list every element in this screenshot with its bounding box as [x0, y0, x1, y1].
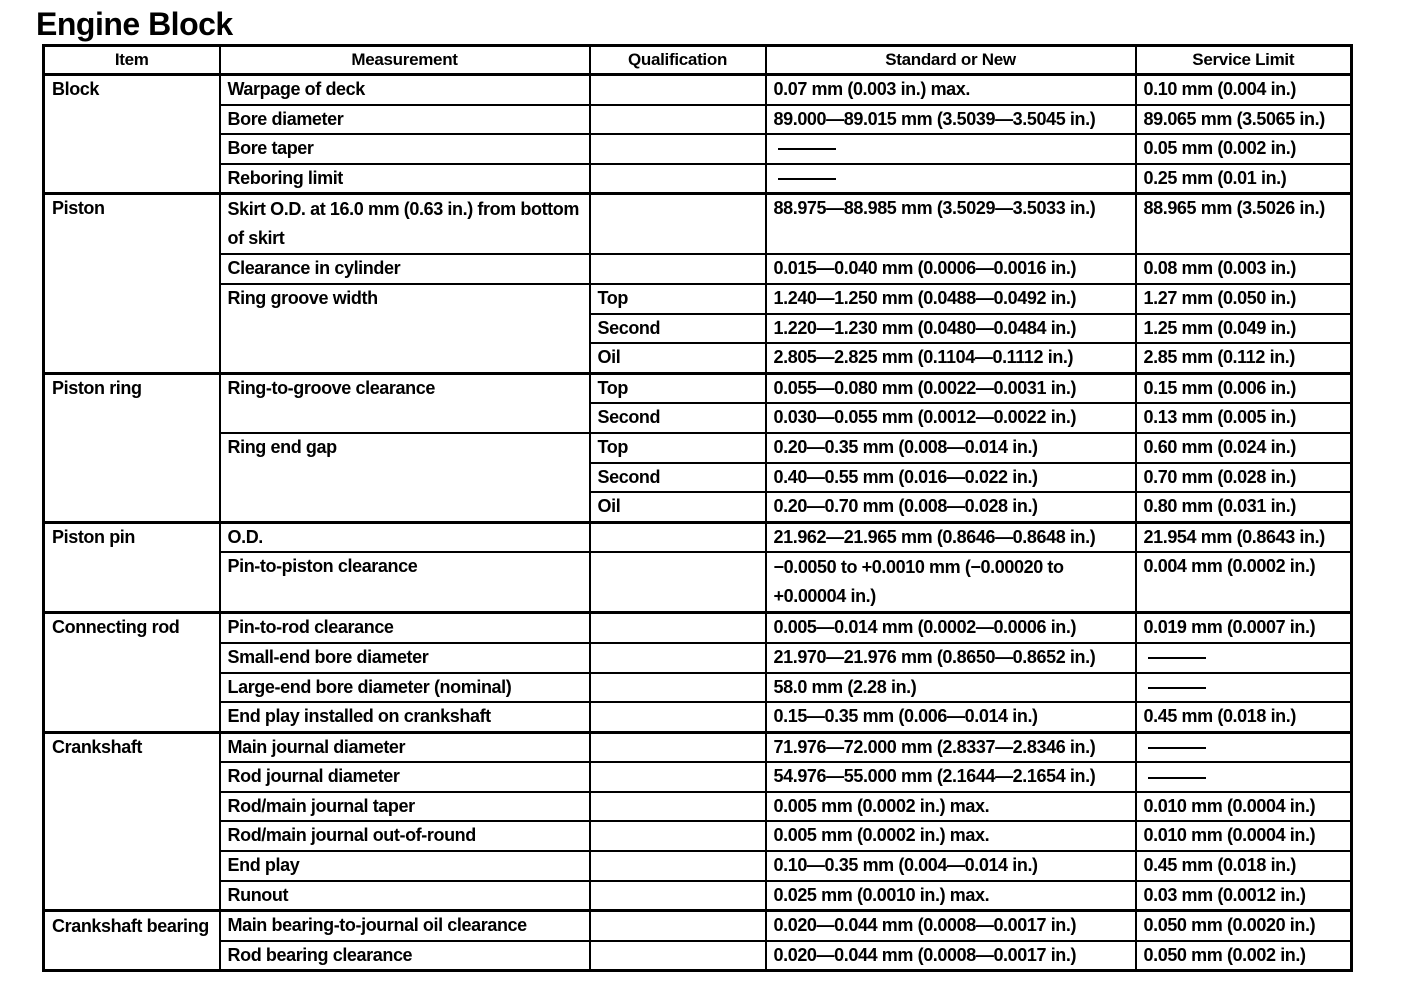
- qualification-cell: Oil: [590, 343, 766, 373]
- qualification-cell: [590, 911, 766, 941]
- measurement-cell: Reboring limit: [220, 164, 590, 194]
- standard-cell: 0.020—0.044 mm (0.0008—0.0017 in.): [766, 941, 1136, 971]
- qualification-cell: [590, 732, 766, 762]
- item-cell: Block: [44, 75, 220, 194]
- qualification-cell: [590, 702, 766, 732]
- standard-cell: 88.975—88.985 mm (3.5029—3.5033 in.): [766, 194, 1136, 255]
- table-row: [44, 613, 1352, 643]
- measurement-cell: Large-end bore diameter (nominal): [220, 673, 590, 703]
- group-crankshaft: [44, 732, 1352, 911]
- not-applicable-dash: [778, 148, 836, 150]
- item-cell: Crankshaft bearing: [44, 911, 220, 971]
- limit-cell: [1136, 673, 1352, 703]
- measurement-cell: Main bearing-to-journal oil clearance: [220, 911, 590, 941]
- qualification-cell: Oil: [590, 492, 766, 522]
- measurement-cell: Warpage of deck: [220, 75, 590, 105]
- standard-cell: 0.005 mm (0.0002 in.) max.: [766, 821, 1136, 851]
- table-row: [44, 284, 1352, 314]
- item-cell: Crankshaft: [44, 732, 220, 911]
- table-row: [44, 911, 1352, 941]
- standard-cell: 21.970—21.976 mm (0.8650—0.8652 in.): [766, 643, 1136, 673]
- standard-cell: [766, 134, 1136, 164]
- limit-cell: [1136, 762, 1352, 792]
- standard-cell: 0.015—0.040 mm (0.0006—0.0016 in.): [766, 254, 1136, 284]
- measurement-cell: Ring-to-groove clearance: [220, 373, 590, 433]
- measurement-cell: Rod/main journal taper: [220, 792, 590, 822]
- qualification-cell: Top: [590, 284, 766, 314]
- measurement-cell: Small-end bore diameter: [220, 643, 590, 673]
- limit-cell: 0.45 mm (0.018 in.): [1136, 851, 1352, 881]
- not-applicable-dash: [778, 178, 836, 180]
- item-cell: Piston ring: [44, 373, 220, 522]
- measurement-cell: Bore taper: [220, 134, 590, 164]
- limit-cell: 1.27 mm (0.050 in.): [1136, 284, 1352, 314]
- limit-cell: 0.60 mm (0.024 in.): [1136, 433, 1352, 463]
- limit-cell: 0.08 mm (0.003 in.): [1136, 254, 1352, 284]
- qualification-cell: [590, 821, 766, 851]
- item-cell: Piston: [44, 194, 220, 373]
- column-header-item: Item: [44, 46, 220, 75]
- standard-cell: 2.805—2.825 mm (0.1104—0.1112 in.): [766, 343, 1136, 373]
- qualification-cell: [590, 75, 766, 105]
- limit-cell: [1136, 732, 1352, 762]
- standard-cell: 0.005—0.014 mm (0.0002—0.0006 in.): [766, 613, 1136, 643]
- item-cell: Connecting rod: [44, 613, 220, 732]
- standard-cell: 1.240—1.250 mm (0.0488—0.0492 in.): [766, 284, 1136, 314]
- measurement-cell: Ring groove width: [220, 284, 590, 373]
- table-row: [44, 792, 1352, 822]
- limit-cell: 0.03 mm (0.0012 in.): [1136, 881, 1352, 911]
- table-row: [44, 373, 1352, 403]
- table-row: [44, 702, 1352, 732]
- limit-cell: 0.10 mm (0.004 in.): [1136, 75, 1352, 105]
- limit-cell: 1.25 mm (0.049 in.): [1136, 314, 1352, 344]
- standard-cell: 54.976—55.000 mm (2.1644—2.1654 in.): [766, 762, 1136, 792]
- qualification-cell: Second: [590, 403, 766, 433]
- limit-cell: 0.050 mm (0.0020 in.): [1136, 911, 1352, 941]
- group-connecting-rod: [44, 613, 1352, 732]
- table-row: [44, 821, 1352, 851]
- limit-cell: [1136, 643, 1352, 673]
- column-header-service-limit: Service Limit: [1136, 46, 1352, 75]
- group-block: [44, 75, 1352, 194]
- not-applicable-dash: [1148, 687, 1206, 689]
- table-row: [44, 194, 1352, 255]
- measurement-cell: Runout: [220, 881, 590, 911]
- not-applicable-dash: [1148, 657, 1206, 659]
- qualification-cell: [590, 613, 766, 643]
- standard-cell: 89.000—89.015 mm (3.5039—3.5045 in.): [766, 105, 1136, 135]
- measurement-cell: Rod/main journal out-of-round: [220, 821, 590, 851]
- group-crankshaft-bearing: [44, 911, 1352, 971]
- limit-cell: 0.05 mm (0.002 in.): [1136, 134, 1352, 164]
- standard-cell: 0.020—0.044 mm (0.0008—0.0017 in.): [766, 911, 1136, 941]
- table-row: [44, 941, 1352, 971]
- limit-cell: 89.065 mm (3.5065 in.): [1136, 105, 1352, 135]
- qualification-cell: [590, 552, 766, 613]
- group-piston: [44, 194, 1352, 373]
- standard-cell: 0.055—0.080 mm (0.0022—0.0031 in.): [766, 373, 1136, 403]
- limit-cell: 88.965 mm (3.5026 in.): [1136, 194, 1352, 255]
- measurement-cell: Bore diameter: [220, 105, 590, 135]
- limit-cell: 0.010 mm (0.0004 in.): [1136, 821, 1352, 851]
- measurement-cell: Skirt O.D. at 16.0 mm (0.63 in.) from bottom of skirt: [220, 194, 590, 255]
- table-row: [44, 673, 1352, 703]
- qualification-cell: [590, 673, 766, 703]
- table-row: [44, 164, 1352, 194]
- measurement-cell: Rod bearing clearance: [220, 941, 590, 971]
- qualification-cell: [590, 792, 766, 822]
- limit-cell: 0.70 mm (0.028 in.): [1136, 463, 1352, 493]
- group-piston-pin: [44, 522, 1352, 613]
- qualification-cell: [590, 164, 766, 194]
- table-row: [44, 851, 1352, 881]
- limit-cell: 0.15 mm (0.006 in.): [1136, 373, 1352, 403]
- column-header-measurement: Measurement: [220, 46, 590, 75]
- table-row: [44, 762, 1352, 792]
- table-row: [44, 522, 1352, 552]
- qualification-cell: Second: [590, 463, 766, 493]
- measurement-cell: End play: [220, 851, 590, 881]
- table-row: [44, 552, 1352, 613]
- standard-cell: 0.15—0.35 mm (0.006—0.014 in.): [766, 702, 1136, 732]
- spec-table: [42, 44, 1353, 972]
- measurement-cell: End play installed on crankshaft: [220, 702, 590, 732]
- qualification-cell: [590, 941, 766, 971]
- standard-cell: 58.0 mm (2.28 in.): [766, 673, 1136, 703]
- limit-cell: 2.85 mm (0.112 in.): [1136, 343, 1352, 373]
- standard-cell: 1.220—1.230 mm (0.0480—0.0484 in.): [766, 314, 1136, 344]
- qualification-cell: Top: [590, 433, 766, 463]
- measurement-cell: Ring end gap: [220, 433, 590, 522]
- standard-cell: 21.962—21.965 mm (0.8646—0.8648 in.): [766, 522, 1136, 552]
- header-row: [44, 46, 1352, 75]
- table-row: [44, 732, 1352, 762]
- limit-cell: 0.13 mm (0.005 in.): [1136, 403, 1352, 433]
- qualification-cell: [590, 762, 766, 792]
- measurement-cell: O.D.: [220, 522, 590, 552]
- qualification-cell: [590, 134, 766, 164]
- limit-cell: 0.050 mm (0.002 in.): [1136, 941, 1352, 971]
- qualification-cell: [590, 881, 766, 911]
- table-row: [44, 134, 1352, 164]
- measurement-cell: Pin-to-rod clearance: [220, 613, 590, 643]
- measurement-cell: Pin-to-piston clearance: [220, 552, 590, 613]
- limit-cell: 0.010 mm (0.0004 in.): [1136, 792, 1352, 822]
- qualification-cell: [590, 851, 766, 881]
- table-row: [44, 254, 1352, 284]
- qualification-cell: [590, 194, 766, 255]
- standard-cell: 0.20—0.70 mm (0.008—0.028 in.): [766, 492, 1136, 522]
- table-row: [44, 881, 1352, 911]
- table-row: [44, 105, 1352, 135]
- limit-cell: 0.004 mm (0.0002 in.): [1136, 552, 1352, 613]
- measurement-cell: Clearance in cylinder: [220, 254, 590, 284]
- item-cell: Piston pin: [44, 522, 220, 613]
- measurement-cell: Rod journal diameter: [220, 762, 590, 792]
- qualification-cell: Top: [590, 373, 766, 403]
- limit-cell: 0.80 mm (0.031 in.): [1136, 492, 1352, 522]
- column-header-qualification: Qualification: [590, 46, 766, 75]
- qualification-cell: [590, 105, 766, 135]
- table-row: [44, 643, 1352, 673]
- standard-cell: 0.40—0.55 mm (0.016—0.022 in.): [766, 463, 1136, 493]
- limit-cell: 0.25 mm (0.01 in.): [1136, 164, 1352, 194]
- limit-cell: 0.45 mm (0.018 in.): [1136, 702, 1352, 732]
- limit-cell: 0.019 mm (0.0007 in.): [1136, 613, 1352, 643]
- table-row: [44, 433, 1352, 463]
- standard-cell: 0.030—0.055 mm (0.0012—0.0022 in.): [766, 403, 1136, 433]
- standard-cell: 0.20—0.35 mm (0.008—0.014 in.): [766, 433, 1136, 463]
- page-title: Engine Block: [36, 6, 233, 42]
- standard-cell: 71.976—72.000 mm (2.8337—2.8346 in.): [766, 732, 1136, 762]
- measurement-cell: Main journal diameter: [220, 732, 590, 762]
- column-header-standard: Standard or New: [766, 46, 1136, 75]
- standard-cell: [766, 164, 1136, 194]
- standard-cell: −0.0050 to +0.0010 mm (−0.00020 to +0.00004 in.): [766, 552, 1136, 613]
- qualification-cell: [590, 254, 766, 284]
- qualification-cell: Second: [590, 314, 766, 344]
- standard-cell: 0.005 mm (0.0002 in.) max.: [766, 792, 1136, 822]
- standard-cell: 0.025 mm (0.0010 in.) max.: [766, 881, 1136, 911]
- qualification-cell: [590, 522, 766, 552]
- standard-cell: 0.07 mm (0.003 in.) max.: [766, 75, 1136, 105]
- limit-cell: 21.954 mm (0.8643 in.): [1136, 522, 1352, 552]
- not-applicable-dash: [1148, 747, 1206, 749]
- not-applicable-dash: [1148, 777, 1206, 779]
- standard-cell: 0.10—0.35 mm (0.004—0.014 in.): [766, 851, 1136, 881]
- qualification-cell: [590, 643, 766, 673]
- table-row: [44, 75, 1352, 105]
- group-piston-ring: [44, 373, 1352, 522]
